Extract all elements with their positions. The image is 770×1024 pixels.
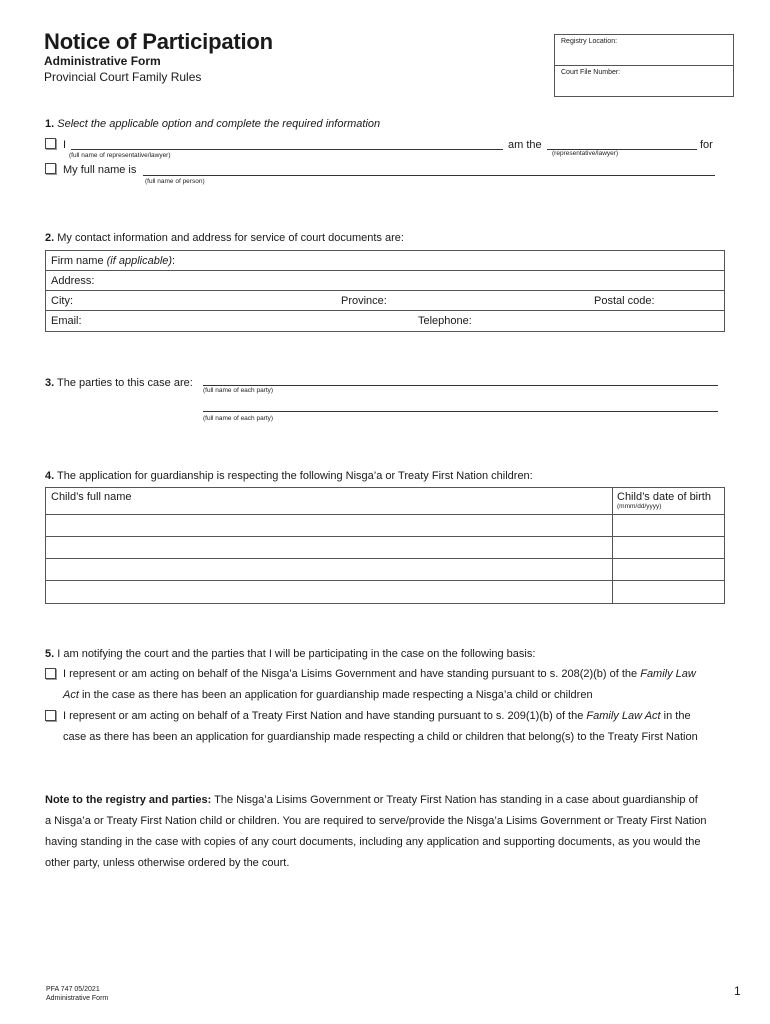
registry-location-field[interactable] — [555, 35, 733, 66]
note-label: Note to the registry and parties: — [45, 794, 212, 806]
firm-label: Firm name (if applicable): — [51, 255, 176, 267]
firm-row[interactable] — [46, 251, 724, 271]
email-label: Email: — [51, 315, 82, 327]
address-label: Address: — [51, 275, 95, 287]
children-table — [45, 487, 725, 604]
option-representative-checkbox[interactable] — [45, 138, 56, 149]
section4-heading — [45, 470, 533, 482]
treaty-option-checkbox[interactable] — [45, 710, 56, 721]
form-subtitle: Administrative Form — [44, 54, 161, 68]
section4-text: The application for guardianship is respecting the following Nisga’a or Treaty First Nation children: — [57, 470, 533, 482]
email-row[interactable] — [46, 311, 724, 331]
child-name-cell[interactable] — [46, 581, 611, 603]
child-name-cell[interactable] — [46, 515, 611, 536]
child-dob-cell[interactable] — [613, 537, 725, 558]
court-file-number-field[interactable] — [555, 66, 733, 79]
section3-number: 3. — [45, 377, 55, 389]
form-footer — [46, 985, 108, 1003]
section3-heading — [45, 377, 193, 389]
section2-heading — [45, 232, 404, 244]
role-caption: (representative/lawyer) — [552, 150, 619, 157]
child-name-cell[interactable] — [46, 559, 611, 580]
party-name-caption-1: (full name of each party) — [203, 387, 274, 394]
full-name-line[interactable] — [143, 175, 715, 176]
treaty-option-text: I represent or am acting on behalf of a Treaty First Nation and have standing pursuant to s. 209(1)(b) of the Family Law Act in the case as there has been an application for guardianship made respecting a child or children that belong(s) to the Treaty First Nation — [63, 710, 698, 743]
postal-code-label: Postal code: — [594, 295, 655, 307]
section2-number: 2. — [45, 232, 55, 244]
section2-text: My contact information and address for service of court documents are: — [57, 232, 404, 244]
nisgaa-option-text: I represent or am acting on behalf of the Nisga’a Lisims Government and have standing pursuant to s. 208(2)(b) of the Family Law Act in the case as there has been an application for guardianship made respecting a Nisga’a child or children — [63, 668, 696, 701]
form-rules: Provincial Court Family Rules — [44, 70, 202, 84]
representative-name-caption: (full name of representative/lawyer) — [69, 152, 171, 159]
section5-number: 5. — [45, 648, 55, 660]
option1-middle: am the — [508, 139, 542, 151]
child-name-cell[interactable] — [46, 537, 611, 558]
section5-text: I am notifying the court and the parties that I will be participating in the case on the following basis: — [57, 648, 536, 660]
col-child-name: Child’s full name — [51, 491, 132, 503]
section1-number: 1. — [45, 118, 55, 130]
registry-note: Note to the registry and parties: The Nisga’a Lisims Government or Treaty First Nation has standing in a case about guardianship of a Nisga’a or Treaty First Nation child or children. You are required to serve/provide the Nisga’a Lisims Government or Treaty First Nation having standing in the case with copies of any court documents, including any application and supporting documents, as you would the other party, unless otherwise ordered by the court. — [45, 794, 707, 869]
form-title: Notice of Participation — [44, 29, 273, 54]
section1-heading — [45, 118, 380, 130]
page-number: 1 — [734, 984, 741, 998]
option2-label: My full name is — [63, 164, 137, 176]
city-label: City: — [51, 295, 73, 307]
col-child-dob-format: (mmm/dd/yyyy) — [617, 503, 662, 510]
province-label: Province: — [341, 295, 387, 307]
party-name-line-1[interactable] — [203, 385, 718, 386]
registry-box — [554, 34, 734, 97]
party-name-caption-2: (full name of each party) — [203, 415, 274, 422]
telephone-label: Telephone: — [418, 315, 472, 327]
court-file-number-label: Court File Number: — [561, 69, 621, 76]
option-self-checkbox[interactable] — [45, 163, 56, 174]
section3-text: The parties to this case are: — [57, 377, 193, 389]
representative-name-line[interactable] — [71, 149, 503, 150]
option1-suffix: for — [700, 139, 713, 151]
col-child-dob: Child’s date of birth — [617, 491, 711, 503]
nisgaa-option-checkbox[interactable] — [45, 668, 56, 679]
section5-heading — [45, 648, 535, 660]
child-dob-cell[interactable] — [613, 581, 725, 603]
form-code: PFA 747 05/2021 — [46, 986, 100, 993]
full-name-caption: (full name of person) — [145, 178, 205, 185]
form-type-footer: Administrative Form — [46, 995, 109, 1002]
child-dob-cell[interactable] — [613, 515, 725, 536]
address-row[interactable] — [46, 271, 724, 291]
child-dob-cell[interactable] — [613, 559, 725, 580]
party-name-line-2[interactable] — [203, 411, 718, 412]
section4-number: 4. — [45, 470, 55, 482]
city-row[interactable] — [46, 291, 724, 311]
contact-table — [45, 250, 725, 332]
registry-location-label: Registry Location: — [561, 38, 618, 45]
section1-instruction: Select the applicable option and complete the required information — [57, 118, 381, 130]
option1-prefix: I — [63, 139, 67, 151]
